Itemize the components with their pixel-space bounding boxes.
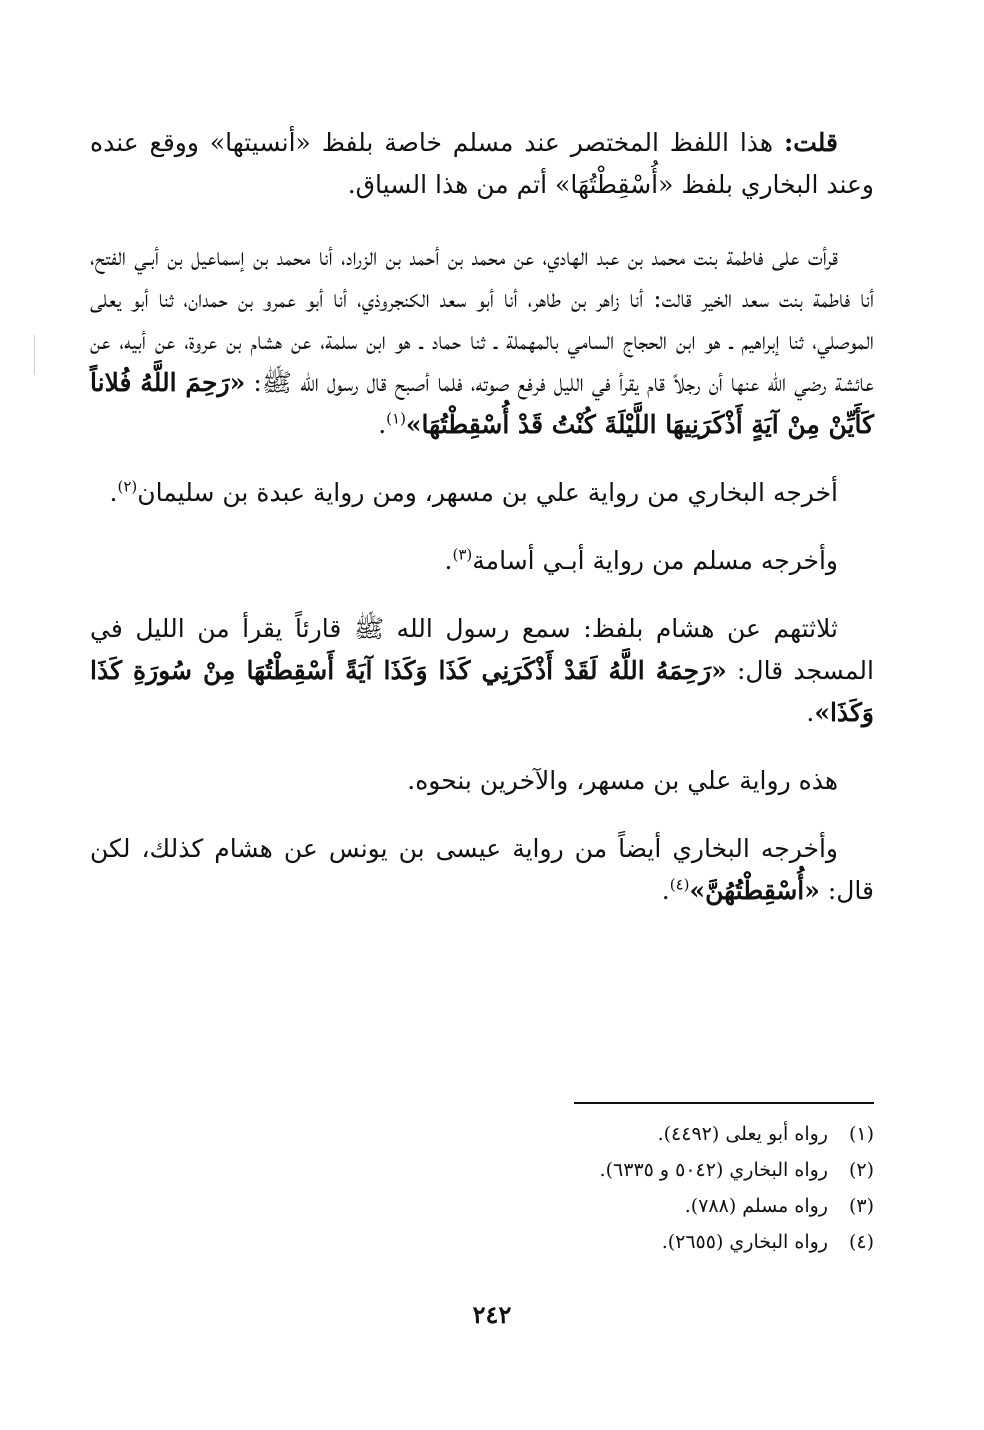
paragraph-end: . xyxy=(109,478,118,507)
footnote-item xyxy=(354,1152,874,1188)
paragraph-end: . xyxy=(661,876,670,905)
paragraph-lead: قلت: xyxy=(783,128,838,157)
paragraph-end: . xyxy=(806,698,815,727)
footnote-item xyxy=(354,1188,874,1224)
paragraph-text: أخرجه البخاري من رواية علي بن مسهر، ومن رواية عبدة بن سليمان xyxy=(137,478,838,507)
footnote-ref: (٣) xyxy=(452,545,473,564)
paragraph-text: وأخرجه البخاري أيضاً من رواية عيسى بن يونس عن هشام كذلك، لكن قال: xyxy=(90,834,874,905)
footnote-number: (٢) xyxy=(848,1159,874,1181)
footnote-number: (١) xyxy=(848,1123,874,1145)
footnote-number: (٤) xyxy=(848,1231,874,1253)
paragraph-7 xyxy=(90,828,874,912)
main-text xyxy=(90,122,874,912)
page-number: ٢٤٢ xyxy=(472,1300,512,1329)
paragraph-end: . xyxy=(444,546,453,575)
paragraph-2 xyxy=(90,236,874,446)
paragraph-text: قرأت على فاطمة بنت محمد بن عبد الهادي، عن محمد بن أحمد بن الزراد، أنا محمد بن إسماعيل بن أبـي الفتح، أنا فاطمة بنت سعد الخير قالت: أنا زاهر بن طاهر، أنا أبو سعد الكنجروذي، أنا أبو عمرو بن حمدان، ثنا أبو يعلى الموصلي، ثنا إبراهيم ـ هو ابن الحجاج السامي بالمهملة ـ ثنا حماد ـ هو ابن سلمة، عن هشام بن عروة، عن أبيه، عن عائشة رضي الله عنها أن رجلاً قام يقرأ في الليل فرفع صوته، فلما أصبح قال رسول الله ﷺ: xyxy=(90,242,874,397)
footnote-ref: (١) xyxy=(386,409,406,428)
footnote-item xyxy=(354,1116,874,1152)
paragraph-text: هذه رواية علي بن مسهر، والآخرين بنحوه. xyxy=(407,766,838,795)
footnote-number: (٣) xyxy=(848,1195,874,1217)
paragraph-1 xyxy=(90,122,874,206)
paragraph-text: ثلاثتهم عن هشام بلفظ: سمع رسول الله ﷺ قارئاً يقرأ من الليل في المسجد قال: xyxy=(90,614,874,685)
footnote-text: رواه أبو يعلى (٤٤٩٢). xyxy=(657,1123,828,1145)
paragraph-4 xyxy=(90,540,874,582)
paragraph-6 xyxy=(90,760,874,802)
footnote-text: رواه البخاري (٥٠٤٢ و ٦٣٣٥). xyxy=(599,1159,828,1181)
footnote-separator xyxy=(574,1102,874,1104)
footnotes xyxy=(354,1116,874,1260)
footnote-ref: (٤) xyxy=(669,875,690,894)
footnote-text: رواه مسلم (٧٨٨). xyxy=(684,1195,828,1217)
footnote-text: رواه البخاري (٢٦٥٥). xyxy=(661,1231,828,1253)
footnote-ref: (٢) xyxy=(117,477,138,496)
footnote-item xyxy=(354,1224,874,1260)
hadith-quote: «رَحِمَهُ اللَّهُ لَقَدْ أَذْكَرَنِي كَذَا وَكَذَا آيَةً أَسْقِطْتُهَا مِنْ سُورَةِ كَذَا وَكَذَا» xyxy=(90,656,874,727)
scan-artifact-line xyxy=(34,335,35,375)
paragraph-text: وأخرجه مسلم من رواية أبـي أسامة xyxy=(472,546,838,575)
hadith-quote: «أُسْقِطْتُهُنَّ» xyxy=(689,876,820,905)
paragraph-3 xyxy=(90,472,874,514)
hadith-quote: «رَحِمَ اللَّهُ فُلاناً كَأَيِّنْ مِنْ آيَةٍ أَذْكَرَنِيهَا اللَّيْلَةَ كُنْتُ قَدْ أُسْقِطْتُهَا» xyxy=(90,368,874,439)
paragraph-text: هذا اللفظ المختصر عند مسلم خاصة بلفظ «أنسيتها» ووقع عنده وعند البخاري بلفظ «أُسْقِطْتُهَا» أتم من هذا السياق. xyxy=(90,128,874,199)
paragraph-5 xyxy=(90,608,874,734)
paragraph-end: . xyxy=(378,410,387,439)
